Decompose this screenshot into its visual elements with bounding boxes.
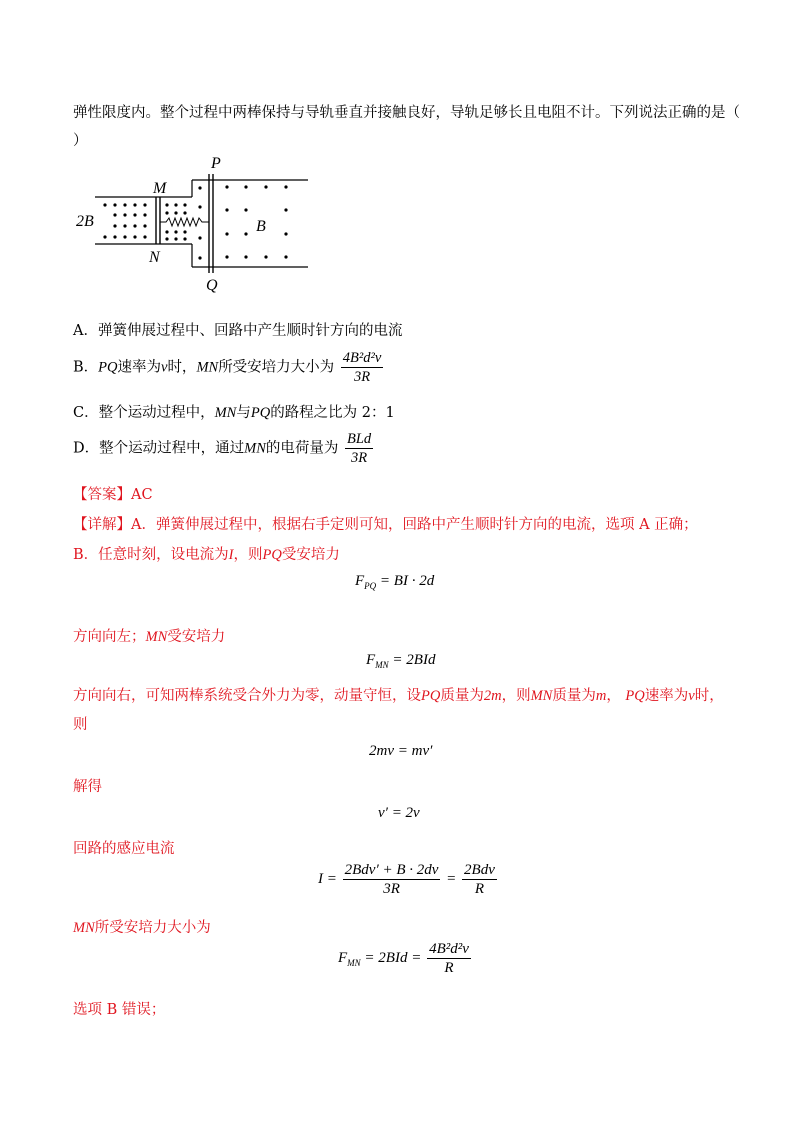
eq5-fraction-2 (462, 861, 497, 898)
option-b-text1: 速率为 (117, 359, 161, 376)
circuit-diagram (70, 150, 330, 295)
eq5-equals: = (446, 870, 457, 887)
label-n: N (149, 249, 160, 266)
eq2-f: F (366, 652, 376, 668)
option-d-fraction (345, 430, 373, 467)
option-b (73, 349, 385, 386)
option-d-numerator: BLd (346, 431, 372, 447)
p4-f: 速率为 (644, 688, 689, 704)
p2-i: I (228, 547, 234, 563)
p3-mn: MN (145, 629, 168, 645)
eq6-den: R (444, 960, 454, 976)
label-q: Q (206, 277, 218, 294)
answer-label: 【答案】AC (73, 487, 153, 503)
explanation-p4 (73, 684, 724, 705)
p4-d: 质量为 (552, 688, 596, 704)
p4-c: ，则 (501, 688, 531, 704)
intro-line-1: 弹性限度内。整个过程中两棒保持与导轨垂直并接触良好，导轨足够长且电阻不计。下列说法正确的是（ (73, 105, 740, 121)
option-b-text2: 时， (167, 359, 197, 376)
intro-line-2: ） (73, 133, 88, 149)
p4-2m: 2m (483, 688, 502, 704)
p4-mn: MN (530, 688, 553, 704)
label-p: P (211, 155, 221, 172)
label-b: B (256, 218, 266, 235)
option-c-mid: 与 (236, 405, 251, 421)
eq5-num1: 2Bdv′ + B · 2dv (344, 862, 439, 878)
eq1-rhs: = BI · 2d (376, 573, 435, 589)
eq5-num2: 2Bdv (464, 862, 495, 878)
option-c-mn: MN (214, 405, 237, 421)
explanation-p8 (73, 916, 211, 937)
label-m: M (153, 180, 167, 197)
equation-momentum: 2mv = mv′ (369, 743, 433, 759)
eq2-sub: MN (375, 660, 389, 670)
p2-prefix: B．任意时刻，设电流为 (73, 547, 229, 563)
option-a: A．弹簧伸展过程中、回路中产生顺时针方向的电流 (73, 323, 403, 339)
eq5-lhs: I = (318, 870, 337, 887)
p4-b: 质量为 (440, 688, 484, 704)
option-c (73, 401, 395, 422)
explanation-p2 (73, 543, 340, 564)
eq6-fraction (427, 940, 471, 977)
eq5-den2: R (474, 881, 485, 897)
label-2b: 2B (76, 213, 94, 230)
equation-f-pq (355, 573, 434, 591)
explanation-p6: 解得 (73, 779, 102, 795)
p2-mid: ，则 (233, 547, 263, 563)
eq6-num: 4B²d²v (429, 941, 469, 957)
eq6-mid: = 2BId = (360, 949, 422, 966)
p8-tail: 所受安培力大小为 (94, 920, 211, 936)
option-b-fraction (341, 349, 384, 386)
option-d (73, 430, 375, 467)
option-c-tail: 的路程之比为 2：1 (270, 405, 395, 421)
eq1-f: F (355, 573, 365, 589)
option-b-text3: 所受安培力大小为 (218, 359, 335, 376)
p3-tail: 受安培力 (167, 629, 226, 645)
p2-pq: PQ (262, 547, 282, 563)
explanation-p9: 选项 B 错误； (73, 1002, 166, 1018)
option-c-prefix: C．整个运动过程中， (73, 405, 215, 421)
option-b-pq: PQ (98, 359, 118, 376)
p4-pq: PQ (421, 688, 441, 704)
option-b-numerator: 4B²d²v (342, 350, 382, 366)
option-b-mn: MN (196, 359, 219, 376)
option-d-denominator: 3R (351, 450, 368, 466)
eq5-fraction-1 (343, 861, 441, 898)
explanation-p7: 回路的感应电流 (73, 841, 175, 857)
option-c-pq: PQ (250, 405, 271, 421)
option-d-prefix: D．整个运动过程中，通过 (73, 440, 245, 457)
equation-force-mn (338, 940, 473, 977)
equation-current (318, 861, 499, 898)
equation-f-mn (366, 652, 435, 670)
p4-v: v (688, 688, 695, 704)
explanation-p3 (73, 625, 225, 646)
p2-tail: 受安培力 (281, 547, 340, 563)
eq2-rhs: = 2BId (388, 652, 436, 668)
eq1-sub: PQ (364, 581, 377, 591)
p4-m: m (595, 688, 607, 704)
p4-pq2: PQ (625, 688, 645, 704)
explanation-p1: 【详解】A．弹簧伸展过程中，根据右手定则可知，回路中产生顺时针方向的电流，选项 A 正确； (73, 517, 698, 533)
option-d-mn: MN (244, 440, 266, 457)
p4-a: 方向向右，可知两棒系统受合外力为零，动量守恒，设 (73, 688, 421, 704)
option-b-prefix: B． (73, 359, 99, 376)
option-d-mid: 的电荷量为 (265, 440, 339, 457)
option-b-v: v (161, 359, 168, 376)
eq6-sub: MN (347, 957, 361, 968)
eq6-f: F (338, 949, 348, 966)
explanation-p5: 则 (73, 717, 88, 733)
p8-mn: MN (73, 920, 95, 936)
eq5-den1: 3R (383, 881, 400, 897)
option-b-denominator: 3R (353, 369, 371, 385)
p3-prefix: 方向向左； (73, 629, 146, 645)
p4-g: 时， (694, 688, 724, 704)
p4-e: ， (606, 688, 621, 704)
equation-v-prime: v′ = 2v (378, 805, 420, 821)
